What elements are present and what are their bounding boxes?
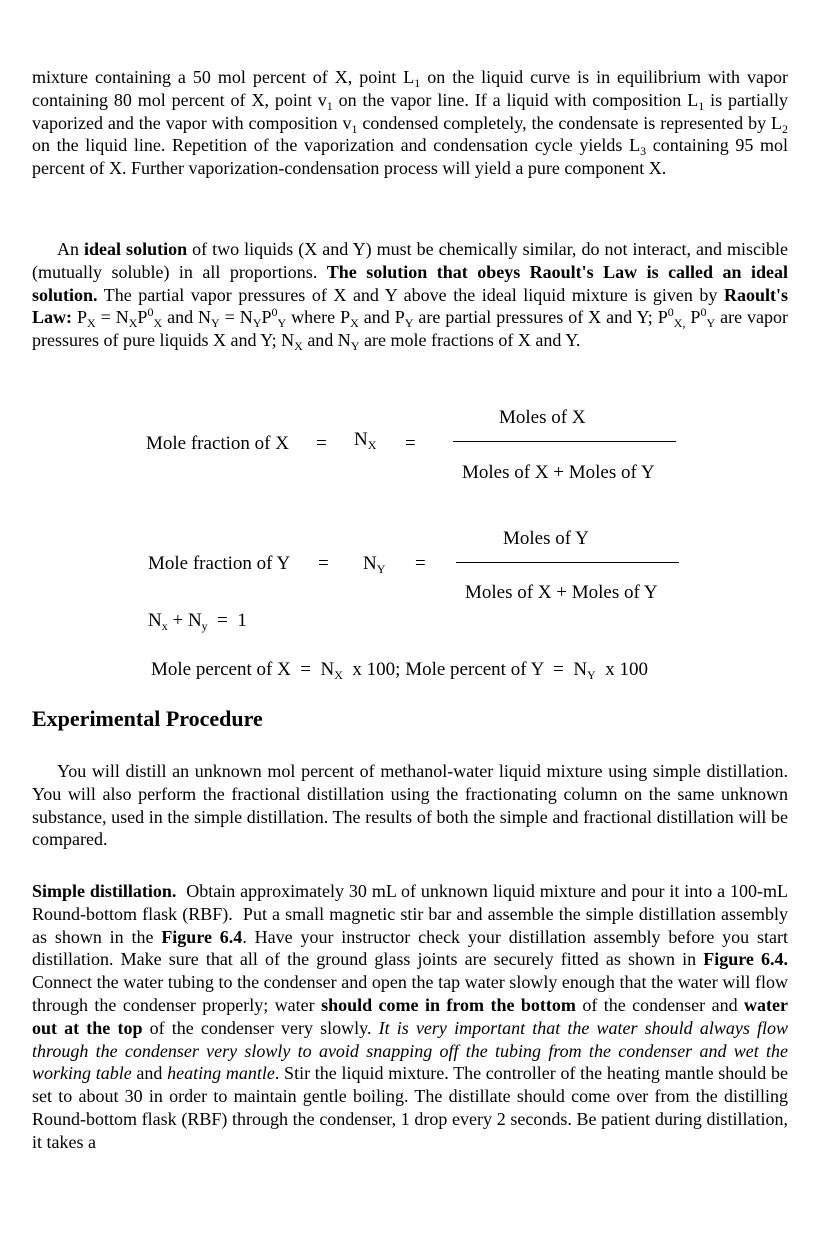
- equation-label: Mole fraction of Y: [148, 553, 291, 574]
- fraction-denominator: Moles of X + Moles of Y: [462, 462, 655, 483]
- paragraph-ideal-solution: An ideal solution of two liquids (X and Y) must be chemically similar, do not interact, and miscible (mutually soluble) in all proportions. The solution that obeys Raoult's Law is called an ideal solution. The partial vapor pressures of X and Y above the ideal liquid mixture is given by Raoult's Law: $P_X = N_XP^0_X$ and $N_Y = N_YP^0_Y$ where $P_X$ and $P_Y$ are partial pressures of X and Y; $P^0_{X,}$ $P^0_Y$ are vapor pressures of pure liquids X and Y; $N_X$ and $N_Y$ are mole fractions of X and Y.: [32, 239, 789, 354]
- fraction-numerator: Moles of X: [499, 407, 586, 428]
- fraction-numerator: Moles of Y: [503, 528, 589, 549]
- equation-label: Mole fraction of X: [146, 433, 289, 454]
- section-heading: Experimental Procedure: [32, 706, 263, 731]
- fraction-symbol: $N_X$: [354, 429, 377, 452]
- paragraph-simple-distillation: Simple distillation. Obtain approximately 30 mL of unknown liquid mixture and pour it into a 100-mL Round-bottom flask (RBF). Put a small magnetic stir bar and assemble the simple distillation assembly as shown in the Figure 6.4. Have your instructor check your distillation assembly before you start distillation. Make sure that all of the ground glass joints are securely fitted as shown in Figure 6.4. Connect the water tubing to the condenser and open the tap water slowly enough that the water will flow through the condenser properly; water should come in from the bottom of the condenser and water out at the top of the condenser very slowly. It is very important that the water should always flow through the condenser very slowly to avoid snapping off the tubing from the condenser and wet the working table and heating mantle. Stir the liquid mixture. The controller of the heating mantle should be set to about 30 in order to maintain gentle boiling. The distillate should come over from the distilling Round-bottom flask (RBF) through the condenser, 1 drop every 2 seconds. Be patient during distillation, it takes a: [32, 881, 797, 1152]
- fraction-symbol: $N_Y$: [363, 553, 386, 576]
- equals-sign: =: [316, 433, 327, 454]
- equals-sign: =: [415, 553, 426, 574]
- equals-sign: =: [405, 433, 416, 454]
- fraction-denominator: Moles of X + Moles of Y: [465, 582, 658, 603]
- fraction-bar: [453, 441, 676, 442]
- equation-mole-percent: Mole percent of $X = N_X$ x 100; Mole percent of $Y = N_Y$ x 100: [151, 659, 648, 682]
- paragraph-vaporization-cycle: mixture containing a 50 mol percent of X, point $L_1$ on the liquid curve is in equilibrium with vapor containing 80 mol percent of X, point $v_1$ on the vapor line. If a liquid with composition $L_1$ is partially vaporized and the vapor with composition $v_1$ condensed completely, the condensate is represented by $L_2$ on the liquid line. Repetition of the vaporization and condensation cycle yields $L_3$ containing 95 mol percent of X. Further vaporization-condensation process will yield a pure component X.: [32, 67, 788, 179]
- equation-sum-of-fractions: $N_x + N_y = 1$: [148, 610, 247, 633]
- equals-sign: =: [318, 553, 329, 574]
- paragraph-procedure-intro: You will distill an unknown mol percent of methanol-water liquid mixture using simple distillation. You will also perform the fractional distillation using the fractionating column on the same unknown substance, used in the simple distillation. The results of both the simple and fractional distillation will be compared.: [32, 761, 788, 850]
- fraction-bar: [456, 562, 679, 563]
